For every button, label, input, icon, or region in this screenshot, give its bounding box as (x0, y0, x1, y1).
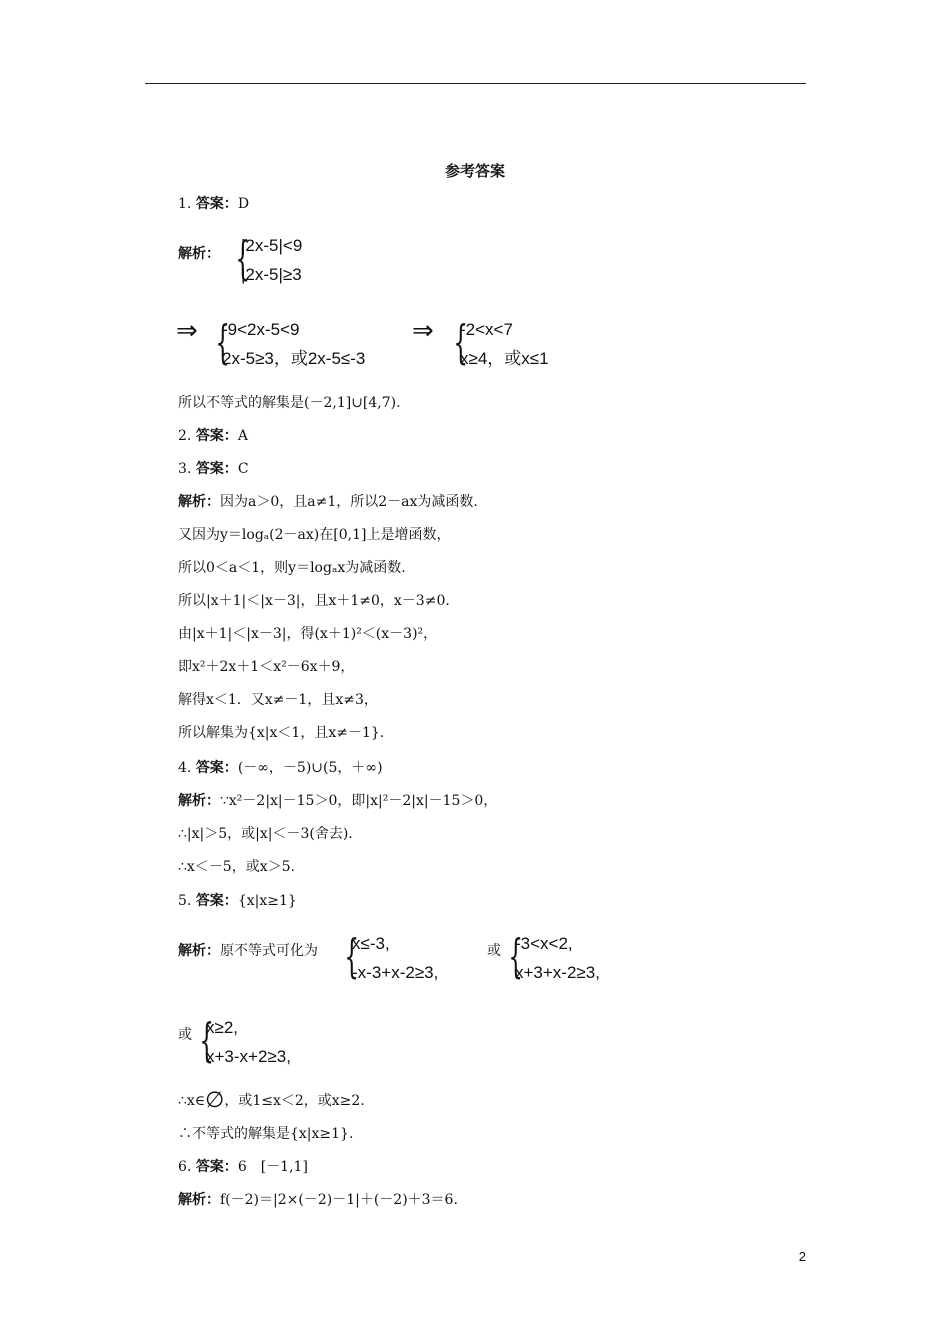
analysis-text: ∵x²－2|x|－15＞0，即|x|²－2|x|－15＞0， (220, 793, 498, 809)
answer-label: 答案： (195, 893, 238, 909)
analysis-label: 解析： (178, 1192, 220, 1208)
answer-label: 答案： (195, 461, 238, 477)
answer-value: {x|x≥1} (237, 893, 297, 909)
or-word: 或 (487, 943, 501, 959)
left-brace: { (344, 929, 359, 983)
answer-value: 6 [－1,1] (237, 1159, 308, 1175)
analysis-line (178, 1088, 365, 1113)
implies-arrow-icon: ⇒ (412, 316, 434, 346)
solution-line: 所以不等式的解集是(－2,1]∪[4,7). (178, 395, 401, 411)
left-brace: { (453, 315, 468, 369)
equation-row: x+3-x+2≥3, (206, 1047, 291, 1066)
equation-row: x≤-3, (352, 934, 390, 953)
answer-label: 答案： (195, 1159, 238, 1175)
equation-row: -2<x<7 (460, 320, 513, 339)
analysis-label: 解析： (178, 246, 220, 262)
answer-value: (－∞，－5)∪(5，＋∞) (237, 760, 383, 776)
analysis-line: 所以0＜a＜1，则y＝logₐx为减函数. (178, 560, 406, 576)
item-number: 2. (178, 428, 192, 444)
empty-set-icon: ∅ (205, 1088, 225, 1113)
item-number: 1. (178, 196, 192, 212)
implies-arrow-icon: ⇒ (176, 316, 198, 346)
item-number: 3. (178, 461, 192, 477)
answer-4 (178, 758, 383, 778)
left-brace: { (235, 231, 250, 285)
analysis-text: 因为a＞0，且a≠1，所以2－ax为减函数. (220, 494, 478, 510)
equation-row: x≥4，或x≤1 (460, 349, 549, 368)
equation-row: -3<x<2, (515, 934, 573, 953)
item-number: 6. (178, 1159, 192, 1175)
analysis-line: 解得x＜1．又x≠－1，且x≠3， (178, 692, 378, 708)
item-number: 4. (178, 760, 192, 776)
analysis-line: 所以|x＋1|＜|x－3|，且x＋1≠0，x－3≠0. (178, 593, 450, 609)
equation-system-5 (515, 929, 600, 987)
equation-row: 2x-5≥3，或2x-5≤-3 (222, 349, 366, 368)
answer-3 (178, 459, 249, 479)
answer-1 (178, 194, 249, 214)
equation-row: -9<2x-5<9 (222, 320, 300, 339)
equation-system-1 (241, 231, 302, 289)
page-title: 参考答案 (444, 162, 505, 180)
equation-row: x≥2, (206, 1018, 239, 1037)
analysis-line: 所以解集为{x|x＜1，且x≠－1}. (178, 725, 385, 741)
answer-2 (178, 426, 248, 446)
answer-value: C (237, 461, 249, 477)
equation-row: |2x-5|<9 (241, 236, 303, 255)
equation-row: |2x-5|≥3 (241, 265, 302, 284)
item-number: 5. (178, 893, 192, 909)
left-brace: { (199, 1013, 214, 1067)
answer-6 (178, 1157, 308, 1177)
answer-label: 答案： (195, 428, 238, 444)
analysis-line (178, 492, 478, 512)
analysis-line: 即x²＋2x＋1＜x²－6x＋9， (178, 659, 355, 675)
analysis-label: 解析： (178, 793, 220, 809)
left-brace: { (215, 315, 230, 369)
analysis-label: 解析： (178, 943, 220, 959)
answer-value: D (237, 196, 250, 212)
or-word: 或 (178, 1027, 192, 1043)
equation-row: x+3+x-2≥3, (515, 963, 600, 982)
equation-row: -x-3+x-2≥3, (352, 963, 439, 982)
analysis-line (178, 791, 497, 811)
equation-system-4 (352, 929, 438, 987)
left-brace: { (508, 929, 523, 983)
equation-system-2 (222, 315, 365, 373)
header-rule (145, 83, 806, 84)
analysis-label: 解析： (178, 494, 220, 510)
equation-system-6 (206, 1013, 291, 1071)
answer-5 (178, 891, 297, 911)
analysis-line (178, 941, 318, 961)
analysis-line: 由|x＋1|＜|x－3|，得(x＋1)²＜(x－3)²， (178, 626, 438, 642)
equation-system-3 (460, 315, 549, 373)
analysis-line: ∴x＜－5，或x＞5. (178, 859, 295, 875)
analysis-line: 又因为y＝logₐ(2－ax)在[0,1]上是增函数， (178, 527, 451, 543)
analysis-text: 原不等式可化为 (220, 943, 318, 959)
answer-value: A (237, 428, 248, 444)
analysis-text: f(－2)＝|2×(－2)－1|＋(－2)＋3＝6. (220, 1192, 458, 1208)
analysis-line: ∴|x|＞5，或|x|＜－3(舍去). (178, 826, 353, 842)
page-number: 2 (798, 1249, 806, 1264)
answer-label: 答案： (195, 760, 238, 776)
analysis-line (178, 1190, 458, 1210)
answer-label: 答案： (195, 196, 238, 212)
analysis-text: ∴x∈ (178, 1093, 206, 1109)
analysis-text: ，或1≤x＜2，或x≥2. (224, 1093, 365, 1109)
analysis-line: ∴不等式的解集是{x|x≥1}. (178, 1126, 354, 1142)
